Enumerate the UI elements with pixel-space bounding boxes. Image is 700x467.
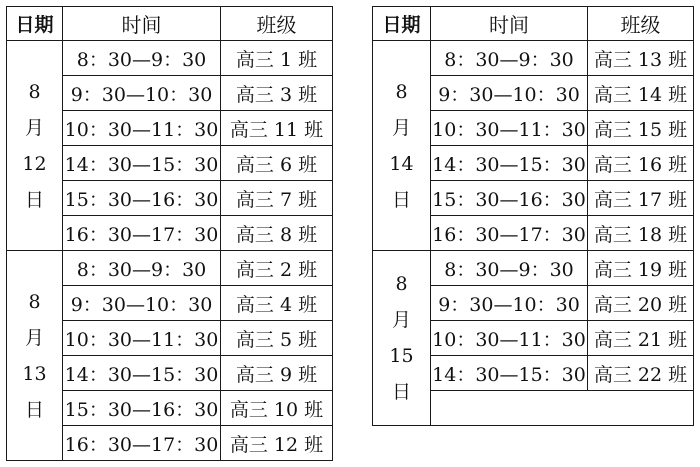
class-cell: 高三 13 班 [588,41,694,76]
class-cell: 高三 18 班 [588,216,694,251]
time-cell: 9：30—10：30 [431,76,588,111]
table-row [373,41,694,76]
table-row [7,41,333,76]
class-cell: 高三 3 班 [221,76,333,111]
date-day-char: 日 [24,188,44,211]
time-cell: 8：30—9：30 [63,41,221,76]
class-cell: 高三 19 班 [588,251,694,286]
schedule-table-right [372,6,694,426]
header-row [7,7,333,41]
header-time: 时间 [63,7,221,41]
date-day-char: 日 [391,188,411,211]
time-cell: 15：30—16：30 [63,391,221,426]
class-cell: 高三 7 班 [221,181,333,216]
time-cell: 9：30—10：30 [431,286,588,321]
date-day-number: 12 [22,152,47,175]
time-cell: 15：30—16：30 [63,181,221,216]
class-cell: 高三 14 班 [588,76,694,111]
time-cell: 9：30—10：30 [63,76,221,111]
header-date: 日期 [373,7,431,41]
class-cell: 高三 12 班 [221,426,333,461]
table-row [373,251,694,286]
class-cell: 高三 8 班 [221,216,333,251]
class-cell: 高三 17 班 [588,181,694,216]
date-day-char: 日 [24,398,44,421]
date-cell [373,41,431,251]
header-class: 班级 [221,7,333,41]
class-cell: 高三 16 班 [588,146,694,181]
date-month-number: 8 [395,80,408,103]
header-time: 时间 [431,7,588,41]
time-cell: 16：30—17：30 [63,426,221,461]
header-date: 日期 [7,7,63,41]
header-row [373,7,694,41]
time-cell: 16：30—17：30 [431,216,588,251]
table-row [7,251,333,286]
date-month-char: 月 [24,326,44,349]
date-month-char: 月 [391,116,411,139]
date-month-char: 月 [24,116,44,139]
date-day-number: 13 [22,362,47,385]
header-class: 班级 [588,7,694,41]
time-cell: 8：30—9：30 [63,251,221,286]
time-cell: 8：30—9：30 [431,251,588,286]
date-month-number: 8 [395,273,408,295]
time-cell: 14：30—15：30 [63,146,221,181]
class-cell: 高三 10 班 [221,391,333,426]
time-cell: 10：30—11：30 [63,111,221,146]
time-cell: 16：30—17：30 [63,216,221,251]
date-day-number: 15 [389,345,414,367]
date-month-char: 月 [391,309,411,331]
time-cell: 10：30—11：30 [63,321,221,356]
time-cell: 14：30—15：30 [431,146,588,181]
date-month-number: 8 [28,290,41,313]
class-cell: 高三 20 班 [588,286,694,321]
time-cell: 9：30—10：30 [63,286,221,321]
date-month-number: 8 [28,80,41,103]
class-cell: 高三 22 班 [588,356,694,391]
date-day-number: 14 [389,152,414,175]
class-cell: 高三 2 班 [221,251,333,286]
schedule-table-left [6,6,333,461]
time-cell: 15：30—16：30 [431,181,588,216]
time-cell: 14：30—15：30 [431,356,588,391]
time-cell: 14：30—15：30 [63,356,221,391]
empty-cell [431,391,694,426]
time-cell: 10：30—11：30 [431,111,588,146]
time-cell: 8：30—9：30 [431,41,588,76]
date-cell [7,41,63,251]
class-cell: 高三 1 班 [221,41,333,76]
date-cell [7,251,63,461]
date-day-char: 日 [391,381,411,403]
class-cell: 高三 6 班 [221,146,333,181]
class-cell: 高三 21 班 [588,321,694,356]
class-cell: 高三 15 班 [588,111,694,146]
class-cell: 高三 11 班 [221,111,333,146]
class-cell: 高三 5 班 [221,321,333,356]
class-cell: 高三 4 班 [221,286,333,321]
date-cell [373,251,431,426]
class-cell: 高三 9 班 [221,356,333,391]
time-cell: 10：30—11：30 [431,321,588,356]
